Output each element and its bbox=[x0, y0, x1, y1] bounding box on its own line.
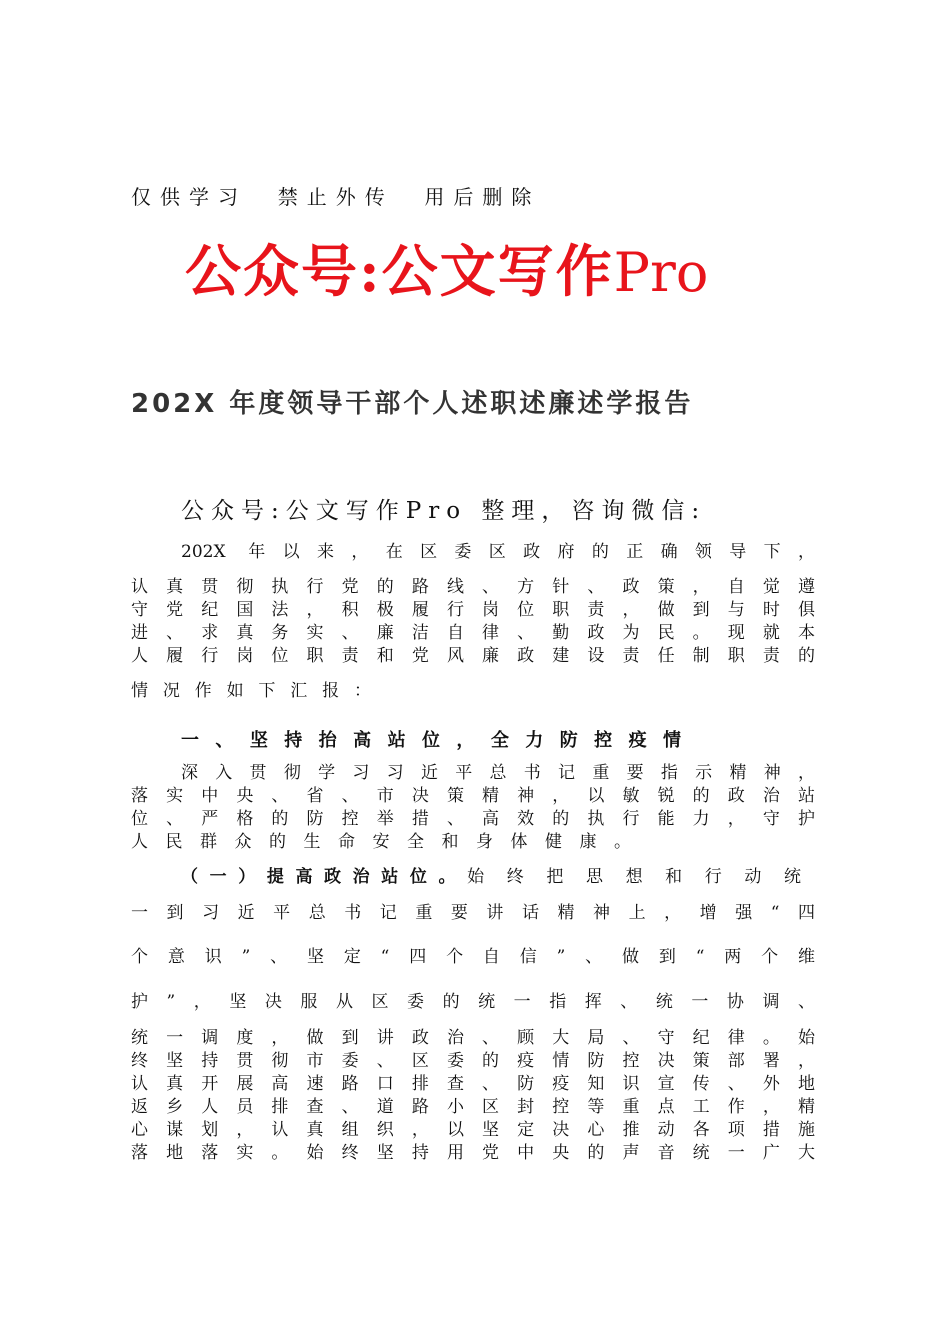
subsection-line: 认真开展高速路口排查、防疫知识宣传、外地 bbox=[131, 1074, 815, 1094]
subsection-line: 心谋划，认真组织，以坚定决心推动各项措施 bbox=[131, 1120, 815, 1140]
usage-notice: 仅供学习 禁止外传 用后删除 bbox=[131, 185, 541, 209]
intro-line: 情况作如下汇报： bbox=[131, 681, 371, 701]
subsection-line: 终坚持贯彻市委、区委的疫情防控决策部署， bbox=[131, 1051, 815, 1071]
subsection-line: 统一调度，做到讲政治、顾大局、守纪律。始 bbox=[131, 1028, 815, 1048]
section-paragraph-line: 落实中央、省、市决策精神，以敏锐的政治站 bbox=[131, 786, 815, 806]
document-title: 202X 年度领导干部个人述职述廉述学报告 bbox=[131, 389, 694, 419]
subsection-line: 个意识”、坚定“四个自信”、做到“两个维 bbox=[131, 947, 815, 967]
brand-suffix: Pro bbox=[613, 241, 709, 304]
brand-banner bbox=[185, 228, 708, 308]
intro-line: 人履行岗位职责和党风廉政建设责任制职责的 bbox=[131, 646, 815, 666]
section-paragraph-line: 位、严格的防控举措、高效的执行能力，守护 bbox=[131, 809, 815, 829]
intro-line: 认真贯彻执行党的路线、方针、政策，自觉遵 bbox=[131, 577, 815, 597]
subsection-first-line bbox=[181, 866, 815, 888]
intro-line: 守党纪国法，积极履行岗位职责，做到与时俱 bbox=[131, 600, 815, 620]
section-heading: 一、坚持抬高站位，全力防控疫情 bbox=[181, 730, 681, 751]
subsection-line: 一到习近平总书记重要讲话精神上，增强“四 bbox=[131, 903, 815, 923]
section-paragraph-line: 人民群众的生命安全和身体健康。 bbox=[131, 832, 631, 852]
subsection-heading: （一）提高政治站位。 bbox=[181, 867, 468, 887]
subsection-text: 始终把思想和行动统 bbox=[467, 867, 816, 887]
subsection-line: 护”，坚决服从区委的统一指挥、统一协调、 bbox=[131, 992, 815, 1012]
subsection-line: 返乡人员排查、道路小区封控等重点工作，精 bbox=[131, 1097, 815, 1117]
subsection-line: 落地落实。始终坚持用党中央的声音统一广大 bbox=[131, 1143, 815, 1163]
document-subtitle: 公众号:公文写作Pro 整理，咨询微信: bbox=[181, 498, 707, 524]
brand-name: 公众号:公文写作 bbox=[185, 239, 614, 305]
intro-line: 202X 年以来，在区委区政府的正确领导下， bbox=[181, 542, 815, 562]
intro-line: 进、求真务实、廉洁自律、勤政为民。现就本 bbox=[131, 623, 815, 643]
section-paragraph-line: 深入贯彻学习习近平总书记重要指示精神， bbox=[181, 763, 815, 783]
